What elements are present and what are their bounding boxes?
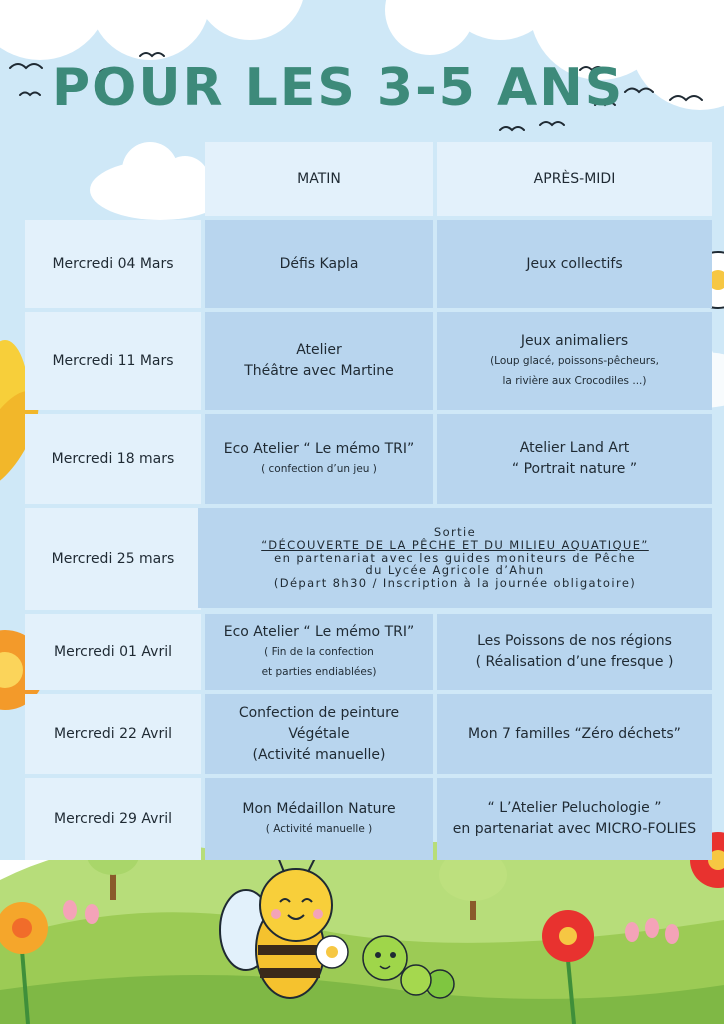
row-1-date: Mercredi 04 Mars xyxy=(25,220,201,308)
row-2-morning xyxy=(205,312,433,410)
row-5-morning xyxy=(205,614,433,690)
row-3-afternoon-line-1: Atelier Land Art xyxy=(519,440,630,456)
row-4-full-day xyxy=(198,508,712,608)
row-5-morning-note-2: et parties endiablées) xyxy=(261,665,377,678)
row-7-morning-note-1: ( Activité manuelle ) xyxy=(265,822,373,835)
row-5-morning-note-1: ( Fin de la confection xyxy=(264,645,374,658)
row-7-afternoon xyxy=(437,778,712,860)
row-6-afternoon-line-1: Mon 7 familles “Zéro déchets” xyxy=(468,725,681,742)
row-2-morning-line-2: Théâtre avec Martine xyxy=(244,363,394,379)
row-2-afternoon xyxy=(437,312,712,410)
row-3-date: Mercredi 18 mars xyxy=(25,414,201,504)
row-6-morning xyxy=(205,694,433,774)
row-2-afternoon-note-2: la rivière aux Crocodiles ...) xyxy=(502,374,647,387)
row-2-afternoon-line-1: Jeux animaliers xyxy=(520,332,629,349)
row-3-morning-note-1: ( confection d’un jeu ) xyxy=(261,462,377,475)
header-morning: MATIN xyxy=(205,142,433,216)
row-7-afternoon-line-2: en partenariat avec MICRO-FOLIES xyxy=(452,821,697,837)
row-2-date: Mercredi 11 Mars xyxy=(25,312,201,410)
row-4-line-2: “DÉCOUVERTE DE LA PÊCHE ET DU MILIEU AQUATIQUE” xyxy=(261,537,649,552)
row-5-afternoon xyxy=(437,614,712,690)
row-6-date: Mercredi 22 Avril xyxy=(25,694,201,774)
row-2-morning-line-1: Atelier xyxy=(296,342,342,358)
row-1-morning xyxy=(205,220,433,308)
row-5-morning-line-1: Eco Atelier “ Le mémo TRI” xyxy=(223,623,415,640)
row-3-morning-line-1: Eco Atelier “ Le mémo TRI” xyxy=(223,440,415,457)
row-3-afternoon-line-2: “ Portrait nature ” xyxy=(511,461,638,477)
row-7-afternoon-line-1: “ L’Atelier Peluchologie ” xyxy=(487,800,662,816)
row-7-morning-line-1: Mon Médaillon Nature xyxy=(242,800,396,817)
row-2-afternoon-note-1: (Loup glacé, poissons-pêcheurs, xyxy=(490,354,659,367)
row-4-line-3: en partenariat avec les guides moniteurs de Pêche xyxy=(274,550,636,565)
page-title: POUR LES 3-5 ANS xyxy=(52,58,625,118)
row-7-morning xyxy=(205,778,433,860)
row-3-morning xyxy=(205,414,433,504)
row-1-afternoon xyxy=(437,220,712,308)
row-6-morning-line-2: (Activité manuelle) xyxy=(252,746,386,763)
row-4-line-5: (Départ 8h30 / Inscription à la journée obligatoire) xyxy=(273,576,637,591)
row-6-morning-line-1: Confection de peinture Végétale xyxy=(238,704,400,742)
header-afternoon: APRÈS-MIDI xyxy=(437,142,712,216)
row-5-afternoon-line-2: ( Réalisation d’une fresque ) xyxy=(475,654,674,670)
row-7-date: Mercredi 29 Avril xyxy=(25,778,201,860)
row-1-afternoon-line-1: Jeux collectifs xyxy=(526,255,623,272)
row-5-date: Mercredi 01 Avril xyxy=(25,614,201,690)
row-4-line-1: Sortie xyxy=(433,524,477,539)
row-4-date: Mercredi 25 mars xyxy=(25,508,201,610)
row-4-line-4: du Lycée Agricole d’Ahun xyxy=(365,563,545,578)
row-5-afternoon-line-1: Les Poissons de nos régions xyxy=(477,633,672,649)
row-3-afternoon xyxy=(437,414,712,504)
row-1-morning-line-1: Défis Kapla xyxy=(279,255,359,272)
row-6-afternoon xyxy=(437,694,712,774)
